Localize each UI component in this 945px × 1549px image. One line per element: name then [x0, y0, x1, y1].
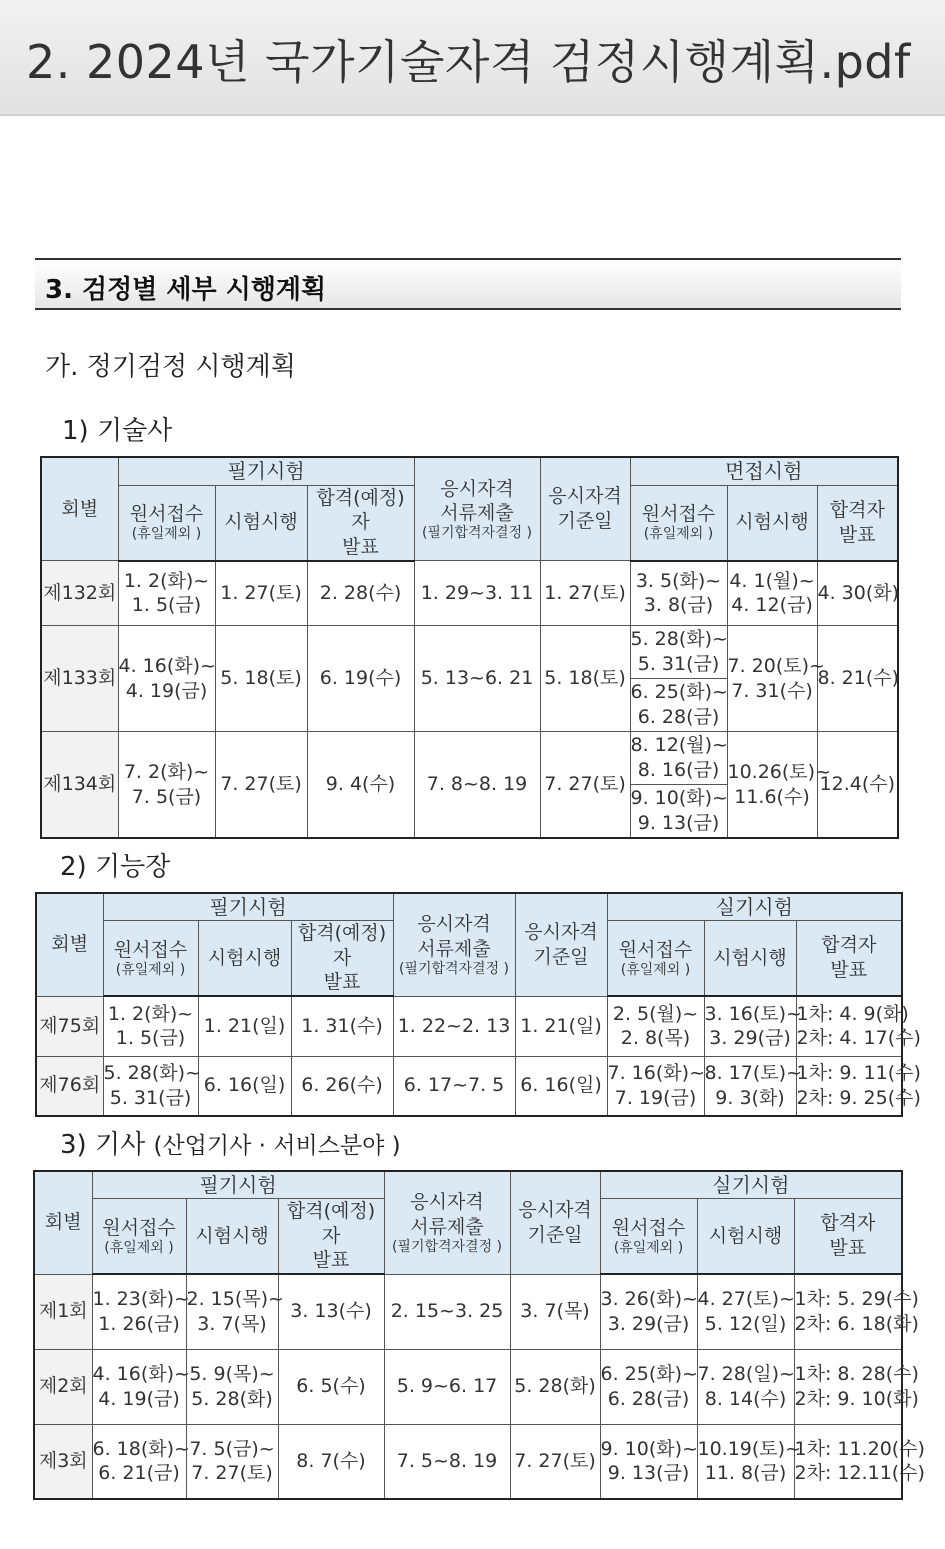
- table-row: [41, 732, 898, 839]
- cell-line: 2차: 9. 25(수): [796, 1086, 921, 1109]
- round-cell: [34, 1349, 92, 1424]
- cell-line: 10.19(토)~: [697, 1437, 801, 1460]
- cell-line: 2차: 9. 10(화): [794, 1387, 919, 1410]
- pe-schedule-table: [40, 456, 899, 839]
- table-row: [41, 561, 898, 626]
- round-cell: [34, 1424, 92, 1499]
- cell-line: 7. 8~8. 19: [426, 773, 528, 796]
- round-cell: [41, 732, 118, 839]
- cell-line: 5. 9(목)~: [189, 1362, 275, 1385]
- cell-line: 6. 26(수): [301, 1074, 383, 1097]
- cell-line: 1. 22~2. 13: [397, 1014, 511, 1037]
- cell-line: 1차: 9. 11(수): [796, 1062, 921, 1085]
- cell-line: 4. 27(토)~: [697, 1288, 795, 1311]
- cell-line: 제2회: [38, 1375, 88, 1398]
- cell-line: 1. 23(화)~: [92, 1288, 190, 1311]
- cell-line: 2. 8(목): [620, 1027, 691, 1050]
- cell-line: 7. 27(토): [514, 1449, 596, 1472]
- cell-line: 3. 7(목): [520, 1300, 590, 1323]
- subsection-title: 가. 정기검정 시행계획: [45, 352, 296, 382]
- second-apply-cell: [607, 996, 704, 1056]
- cell-line: 1차: 8. 28(수): [794, 1362, 919, 1385]
- cell-line: 3. 29(금): [709, 1027, 791, 1050]
- table-row: [41, 626, 898, 732]
- docs-cell: [414, 626, 540, 732]
- cell-line: 제133회: [43, 667, 117, 690]
- second-pass-cell: [796, 996, 921, 1056]
- written-apply-cell: [92, 1349, 190, 1424]
- cell-line: 9. 13(금): [607, 1462, 690, 1485]
- header-basedate: 응시자격 기준일: [515, 893, 607, 996]
- basedate-cell: [510, 1349, 600, 1424]
- round-cell: [34, 1274, 92, 1349]
- header-exam: 시험시행: [727, 485, 817, 561]
- second-exam-cell: [697, 1424, 801, 1499]
- cell-line: 7. 16(화)~: [607, 1062, 705, 1085]
- written-exam-cell: [198, 996, 291, 1056]
- cell-line: 10.26(토)~: [727, 760, 831, 783]
- round-cell: [36, 996, 103, 1056]
- second-apply-cell: [630, 626, 727, 732]
- header-exam: 시험시행: [697, 1199, 794, 1275]
- written-pass-cell: [307, 732, 414, 839]
- second-apply-cell: [600, 1349, 697, 1424]
- cell-line: 6. 19(수): [319, 667, 402, 690]
- cell-line: 1. 5(금): [131, 594, 202, 617]
- docs-cell: [384, 1424, 510, 1499]
- cell-line: 제75회: [39, 1014, 101, 1037]
- cell-line: 6. 28(금): [607, 1387, 690, 1410]
- header-apply: 원서접수 (휴일제외 ): [600, 1199, 697, 1275]
- cell-line: 2. 28(수): [319, 581, 402, 604]
- second-pass-cell: [794, 1424, 925, 1499]
- second-pass-cell: [794, 1274, 919, 1349]
- cell-line: 1. 5(금): [115, 1027, 186, 1050]
- written-apply-cell: [118, 561, 215, 626]
- cell-line: 11.6(수): [734, 785, 810, 808]
- cell-line: 11. 8(금): [704, 1462, 787, 1485]
- cell-line: 5. 31(금): [109, 1086, 192, 1109]
- cell-line: 9. 3(화): [715, 1086, 785, 1109]
- cell-line: 12.4(수): [819, 773, 895, 796]
- header-basedate: 응시자격 기준일: [540, 457, 630, 561]
- cell-line: 5. 31(금): [637, 653, 720, 676]
- round-cell: [36, 1056, 103, 1116]
- docs-cell: [414, 561, 540, 626]
- header-apply: 원서접수 (휴일제외 ): [607, 921, 704, 997]
- cell-line: 2. 15(목)~: [186, 1288, 284, 1311]
- cell-line: 4. 30(화): [817, 581, 900, 604]
- second-exam-cell: [727, 561, 817, 626]
- header-pass: 합격자 발표: [796, 921, 902, 997]
- cell-line: 7. 20(토)~: [727, 654, 825, 677]
- header-pass: 합격자 발표: [794, 1199, 902, 1275]
- cell-line: 1. 31(수): [301, 1014, 383, 1037]
- written-exam-cell: [186, 1274, 284, 1349]
- cell-line: 5. 9~6. 17: [396, 1375, 498, 1398]
- section-title: 3. 검정별 세부 시행계획: [45, 275, 327, 305]
- header-pass-pre: 합격(예정)자 발표: [278, 1199, 384, 1275]
- table-row: [34, 1424, 902, 1499]
- cell-line: 3. 13(수): [290, 1300, 372, 1323]
- docs-cell: [384, 1349, 510, 1424]
- cell-line: 7. 31(수): [731, 679, 813, 702]
- second-pass-cell: [817, 732, 898, 839]
- cell-line: 2차: 4. 17(수): [796, 1027, 921, 1050]
- cell-line: 2. 15~3. 25: [390, 1300, 504, 1323]
- cell-line: 7. 28(일)~: [697, 1362, 795, 1385]
- cell-line: 6. 25(화)~: [630, 681, 728, 704]
- written-apply-cell: [103, 996, 198, 1056]
- cell-line: 9. 10(화)~: [600, 1437, 698, 1460]
- header-pass: 합격자 발표: [817, 485, 898, 561]
- cell-line: 8. 12(월)~: [630, 734, 728, 757]
- header-round: 회별: [41, 457, 118, 561]
- apply-period: [631, 732, 727, 784]
- table-row: [34, 1349, 902, 1424]
- cell-line: 6. 21(금): [98, 1462, 180, 1485]
- table-row: [34, 1274, 902, 1349]
- cell-line: 제3회: [38, 1449, 88, 1472]
- cell-line: 8. 21(수): [817, 667, 900, 690]
- cell-line: 9. 4(수): [325, 773, 396, 796]
- cell-line: 7. 27(토): [220, 773, 302, 796]
- cell-line: 제76회: [39, 1074, 101, 1097]
- written-pass-cell: [278, 1424, 384, 1499]
- second-apply-cell: [600, 1274, 697, 1349]
- written-apply-cell: [118, 732, 215, 839]
- header-second-group: 실기시험: [607, 893, 902, 921]
- header-docs: 응시자격 서류제출 (필기합격자결정 ): [393, 893, 515, 996]
- document-title: 2. 2024년 국가기술자격 검정시행계획.pdf: [26, 35, 911, 89]
- written-apply-cell: [92, 1274, 190, 1349]
- cell-line: 6. 16(일): [520, 1074, 602, 1097]
- cell-line: 1차: 5. 29(수): [794, 1288, 919, 1311]
- engineer-table-title: 3) 기사 (산업기사 · 서비스분야 ): [60, 1130, 401, 1160]
- written-exam-cell: [215, 561, 307, 626]
- second-apply-cell: [607, 1056, 704, 1116]
- second-apply-cell: [600, 1424, 697, 1499]
- second-exam-cell: [704, 1056, 802, 1116]
- second-exam-cell: [697, 1274, 794, 1349]
- cell-line: 7. 27(토): [191, 1462, 273, 1485]
- basedate-cell: [515, 996, 607, 1056]
- written-exam-cell: [198, 1056, 291, 1116]
- cell-line: 6. 25(화)~: [600, 1362, 698, 1385]
- cell-line: 1. 27(토): [544, 581, 626, 604]
- cell-line: 1. 26(금): [98, 1312, 180, 1335]
- cell-line: 1. 2(화)~: [123, 569, 210, 592]
- header-apply: 원서접수 (휴일제외 ): [630, 485, 727, 561]
- header-exam: 시험시행: [215, 485, 307, 561]
- cell-line: 1. 27(토): [220, 581, 302, 604]
- basedate-cell: [510, 1424, 600, 1499]
- cell-line: 9. 10(화)~: [630, 787, 728, 810]
- second-pass-cell: [794, 1349, 919, 1424]
- header-docs: 응시자격 서류제출 (필기합격자결정 ): [414, 457, 540, 561]
- docs-cell: [414, 732, 540, 839]
- header-apply: 원서접수 (휴일제외 ): [103, 921, 198, 997]
- cell-line: 4. 12(금): [731, 594, 813, 617]
- written-apply-cell: [118, 626, 215, 732]
- second-apply-cell: [630, 561, 727, 626]
- engineer-schedule-table: [33, 1170, 925, 1500]
- header-round: 회별: [34, 1171, 92, 1274]
- cell-line: 5. 28(화)~: [103, 1062, 201, 1085]
- cell-line: 6. 18(화)~: [92, 1437, 190, 1460]
- cell-line: 7. 2(화)~: [123, 760, 210, 783]
- cell-line: 5. 28(화): [514, 1375, 596, 1398]
- cell-line: 제1회: [38, 1300, 88, 1323]
- header-pass-pre: 합격(예정)자 발표: [307, 485, 414, 561]
- written-pass-cell: [278, 1349, 384, 1424]
- cell-line: 5. 18(토): [220, 667, 302, 690]
- round-cell: [41, 561, 118, 626]
- cell-line: 4. 1(월)~: [729, 569, 815, 592]
- docs-cell: [384, 1274, 510, 1349]
- header-second-group: 면접시험: [630, 457, 898, 485]
- cell-line: 3. 26(화)~: [600, 1288, 698, 1311]
- cell-line: 3. 7(목): [197, 1312, 267, 1335]
- header-second-group: 실기시험: [600, 1171, 902, 1199]
- table-row: [36, 996, 902, 1056]
- second-apply-cell: [630, 732, 727, 839]
- cell-line: 2차: 6. 18(화): [794, 1312, 919, 1335]
- cell-line: 4. 19(금): [125, 679, 208, 702]
- written-apply-cell: [103, 1056, 201, 1116]
- header-apply: 원서접수 (휴일제외 ): [118, 485, 215, 561]
- second-exam-cell: [727, 732, 831, 839]
- basedate-cell: [515, 1056, 607, 1116]
- master-schedule-table: [35, 892, 921, 1117]
- written-pass-cell: [278, 1274, 384, 1349]
- cell-line: 4. 16(화)~: [92, 1362, 190, 1385]
- written-pass-cell: [307, 561, 414, 626]
- cell-line: 7. 5(금): [131, 785, 202, 808]
- docs-cell: [393, 1056, 515, 1116]
- cell-line: 1. 21(일): [520, 1014, 602, 1037]
- header-written: 필기시험: [118, 457, 414, 485]
- basedate-cell: [510, 1274, 600, 1349]
- cell-line: 5. 12(일): [704, 1312, 787, 1335]
- cell-line: 7. 5(금)~: [189, 1437, 275, 1460]
- second-pass-cell: [817, 626, 898, 732]
- pe-table-title: 1) 기술사: [62, 416, 173, 446]
- second-exam-cell: [727, 626, 825, 732]
- cell-line: 8. 14(수): [704, 1387, 787, 1410]
- header-written: 필기시험: [103, 893, 393, 921]
- second-pass-cell: [796, 1056, 921, 1116]
- header-round: 회별: [36, 893, 103, 996]
- cell-line: 1. 21(일): [203, 1014, 286, 1037]
- cell-line: 7. 5~8. 19: [396, 1449, 498, 1472]
- second-pass-cell: [817, 561, 898, 626]
- cell-line: 1차: 4. 9(화): [796, 1002, 909, 1025]
- second-exam-cell: [697, 1349, 794, 1424]
- cell-line: 제134회: [43, 773, 117, 796]
- master-table-title: 2) 기능장: [60, 852, 171, 882]
- cell-line: 6. 17~7. 5: [403, 1074, 505, 1097]
- written-pass-cell: [307, 626, 414, 732]
- cell-line: 4. 19(금): [98, 1387, 180, 1410]
- header-exam: 시험시행: [186, 1199, 278, 1275]
- written-pass-cell: [291, 1056, 393, 1116]
- cell-line: 7. 19(금): [614, 1086, 697, 1109]
- cell-line: 1차: 11.20(수): [794, 1437, 925, 1460]
- written-exam-cell: [186, 1424, 278, 1499]
- basedate-cell: [540, 732, 630, 839]
- cell-line: 3. 16(토)~: [704, 1002, 802, 1025]
- basedate-cell: [540, 561, 630, 626]
- cell-line: 6. 28(금): [637, 706, 720, 729]
- written-exam-cell: [186, 1349, 278, 1424]
- cell-line: 6. 5(수): [296, 1375, 366, 1398]
- apply-period: [631, 626, 727, 678]
- pe-table-body: [41, 561, 898, 839]
- table-row: [36, 1056, 902, 1116]
- written-apply-cell: [92, 1424, 190, 1499]
- apply-period: [631, 678, 727, 731]
- written-exam-cell: [215, 732, 307, 839]
- basedate-cell: [540, 626, 630, 732]
- cell-line: 3. 5(화)~: [635, 569, 722, 592]
- cell-line: 5. 28(화): [191, 1387, 273, 1410]
- header-docs: 응시자격 서류제출 (필기합격자결정 ): [384, 1171, 510, 1274]
- cell-line: 7. 27(토): [544, 773, 626, 796]
- round-cell: [41, 626, 118, 732]
- cell-line: 8. 17(토)~: [704, 1062, 802, 1085]
- header-exam: 시험시행: [198, 921, 291, 997]
- cell-line: 제132회: [43, 581, 117, 604]
- cell-line: 5. 18(토): [544, 667, 626, 690]
- second-exam-cell: [704, 996, 802, 1056]
- cell-line: 5. 13~6. 21: [420, 667, 534, 690]
- cell-line: 3. 29(금): [607, 1312, 690, 1335]
- cell-line: 9. 13(금): [637, 812, 720, 835]
- written-exam-cell: [215, 626, 307, 732]
- header-pass-pre: 합격(예정)자 발표: [291, 921, 393, 997]
- section-heading: [35, 258, 901, 310]
- cell-line: 5. 28(화)~: [630, 628, 728, 651]
- cell-line: 3. 8(금): [643, 594, 714, 617]
- cell-line: 1. 29~3. 11: [420, 581, 534, 604]
- written-pass-cell: [291, 996, 393, 1056]
- cell-line: 1. 2(화)~: [107, 1002, 194, 1025]
- engineer-table-body: [34, 1274, 925, 1499]
- pdf-title-bar: [0, 0, 945, 116]
- cell-line: 2. 5(월)~: [612, 1002, 699, 1025]
- header-basedate: 응시자격 기준일: [510, 1171, 600, 1274]
- cell-line: 6. 16(일): [203, 1074, 286, 1097]
- cell-line: 8. 7(수): [296, 1449, 366, 1472]
- header-written: 필기시험: [92, 1171, 384, 1199]
- header-exam: 시험시행: [704, 921, 796, 997]
- cell-line: 8. 16(금): [637, 759, 720, 782]
- cell-line: 4. 16(화)~: [118, 654, 216, 677]
- master-table-body: [36, 996, 921, 1116]
- header-apply: 원서접수 (휴일제외 ): [92, 1199, 186, 1275]
- apply-period: [631, 784, 727, 837]
- cell-line: 2차: 12.11(수): [794, 1462, 925, 1485]
- docs-cell: [393, 996, 515, 1056]
